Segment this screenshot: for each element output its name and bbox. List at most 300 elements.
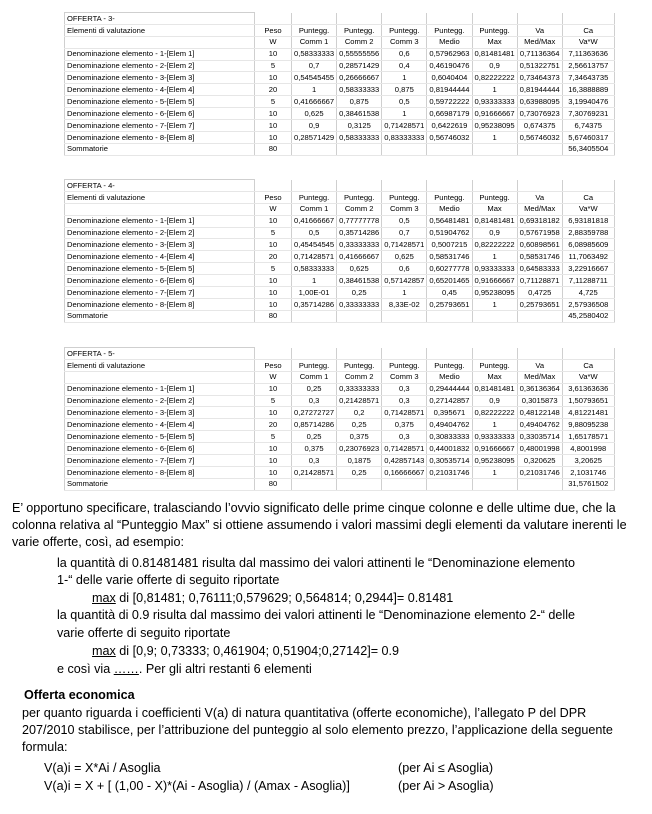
table-header-row	[65, 191, 615, 203]
value-cell: 0,6422619	[427, 120, 472, 132]
value-cell: Va*W	[562, 203, 614, 215]
value-cell	[472, 13, 517, 25]
table-total-row	[65, 478, 615, 490]
row-label-cell: Denominazione elemento - 7-[Elem 7]	[65, 287, 255, 299]
value-cell: 0,9	[472, 60, 517, 72]
value-cell: 0,55555556	[337, 48, 382, 60]
value-cell: 0,5	[382, 96, 427, 108]
row-label-cell: Denominazione elemento - 6-[Elem 6]	[65, 275, 255, 287]
table-row	[65, 60, 615, 72]
value-cell: 0,71428571	[382, 443, 427, 455]
value-cell: Puntegg.	[337, 359, 382, 371]
value-cell	[517, 478, 562, 490]
value-cell: 0,95238095	[472, 455, 517, 467]
value-cell: 2,57936508	[562, 298, 614, 310]
value-cell	[337, 13, 382, 25]
value-cell: 5	[255, 395, 292, 407]
value-cell: 1	[382, 72, 427, 84]
value-cell: 5	[255, 60, 292, 72]
value-cell: 0,6040404	[427, 72, 472, 84]
value-cell: Puntegg.	[472, 191, 517, 203]
value-cell	[427, 478, 472, 490]
value-cell: 80	[255, 310, 292, 322]
value-cell: 6,08985609	[562, 239, 614, 251]
value-cell: 0,33035714	[517, 431, 562, 443]
value-cell: Ca	[562, 359, 614, 371]
value-cell: 0,25	[337, 419, 382, 431]
value-cell: Max	[472, 36, 517, 48]
table-row	[65, 215, 615, 227]
value-cell: Peso	[255, 24, 292, 36]
value-cell	[427, 180, 472, 192]
row-label-cell: Denominazione elemento - 5-[Elem 5]	[65, 431, 255, 443]
table-row	[65, 239, 615, 251]
value-cell: 0,27272727	[292, 407, 337, 419]
example-1-max	[92, 590, 453, 607]
value-cell: Comm 2	[337, 36, 382, 48]
value-cell: Va	[517, 191, 562, 203]
value-cell: Puntegg.	[382, 191, 427, 203]
value-cell: 56,3405504	[562, 143, 614, 155]
value-cell: Puntegg.	[337, 24, 382, 36]
value-cell: 0,35714286	[337, 227, 382, 239]
value-cell	[517, 310, 562, 322]
value-cell: W	[255, 36, 292, 48]
value-cell: 5	[255, 431, 292, 443]
value-cell	[517, 13, 562, 25]
value-cell: 2,1031746	[562, 466, 614, 478]
value-cell: 0,21428571	[292, 466, 337, 478]
value-cell: 0,60898561	[517, 239, 562, 251]
value-cell: 0,28571429	[292, 131, 337, 143]
value-cell: 16,3888889	[562, 84, 614, 96]
value-cell	[517, 348, 562, 360]
value-cell: 4,81221481	[562, 407, 614, 419]
value-cell: Puntegg.	[382, 24, 427, 36]
value-cell: 0,1875	[337, 455, 382, 467]
table-row	[65, 263, 615, 275]
row-label-cell: Denominazione elemento - 4-[Elem 4]	[65, 419, 255, 431]
row-label-cell: Denominazione elemento - 2-[Elem 2]	[65, 395, 255, 407]
value-cell: 0,93333333	[472, 96, 517, 108]
value-cell: 8,33E-02	[382, 298, 427, 310]
table-total-row	[65, 310, 615, 322]
value-cell: 0,33333333	[337, 239, 382, 251]
value-cell	[517, 180, 562, 192]
value-cell: 10	[255, 120, 292, 132]
value-cell: Puntegg.	[427, 359, 472, 371]
value-cell: 0,7	[292, 60, 337, 72]
row-label-cell: Denominazione elemento - 2-[Elem 2]	[65, 227, 255, 239]
value-cell: 7,34643735	[562, 72, 614, 84]
value-cell: 0,83333333	[382, 131, 427, 143]
value-cell: 0,674375	[517, 120, 562, 132]
row-label-cell	[65, 203, 255, 215]
value-cell: 4,725	[562, 287, 614, 299]
value-cell	[517, 143, 562, 155]
row-label-cell: Denominazione elemento - 6-[Elem 6]	[65, 443, 255, 455]
value-cell: 0,625	[292, 108, 337, 120]
table-row	[65, 120, 615, 132]
value-cell	[382, 13, 427, 25]
value-cell: W	[255, 371, 292, 383]
value-cell: Va*W	[562, 36, 614, 48]
value-cell: 0,93333333	[472, 263, 517, 275]
value-cell: 0,82222222	[472, 72, 517, 84]
table-subheader-row	[65, 36, 615, 48]
value-cell	[472, 348, 517, 360]
table-header-row	[65, 359, 615, 371]
formula-2: V(a)i = X + [ (1,00 - X)*(Ai - Asoglia) / (Amax - Asoglia)]	[44, 779, 350, 793]
row-label-cell: Denominazione elemento - 1-[Elem 1]	[65, 383, 255, 395]
value-cell	[382, 180, 427, 192]
value-cell	[337, 310, 382, 322]
row-label-cell: Denominazione elemento - 7-[Elem 7]	[65, 120, 255, 132]
value-cell: 0,16666667	[382, 466, 427, 478]
value-cell: Comm 3	[382, 203, 427, 215]
value-cell: 0,69318182	[517, 215, 562, 227]
value-cell: 20	[255, 251, 292, 263]
value-cell: 0,875	[382, 84, 427, 96]
value-cell: 0,23076923	[337, 443, 382, 455]
value-cell: 10	[255, 72, 292, 84]
value-cell: 4,8001998	[562, 443, 614, 455]
value-cell: 0,30833333	[427, 431, 472, 443]
value-cell: 0,71428571	[292, 251, 337, 263]
value-cell: 1	[472, 131, 517, 143]
value-cell: 0,91666667	[472, 275, 517, 287]
table-row	[65, 251, 615, 263]
row-label-cell: OFFERTA - 4-	[65, 180, 255, 192]
value-cell: 0,38461538	[337, 275, 382, 287]
value-cell: 0,46190476	[427, 60, 472, 72]
value-cell: Comm 1	[292, 203, 337, 215]
value-cell: 0,49404762	[427, 419, 472, 431]
value-cell: 0,71128871	[517, 275, 562, 287]
value-cell	[382, 143, 427, 155]
value-cell: 1	[382, 108, 427, 120]
value-cell: 0,25	[292, 383, 337, 395]
value-cell: 7,30769231	[562, 108, 614, 120]
row-label-cell: Denominazione elemento - 3-[Elem 3]	[65, 407, 255, 419]
value-cell: 9,88095238	[562, 419, 614, 431]
value-cell: Puntegg.	[427, 191, 472, 203]
table-row	[65, 131, 615, 143]
value-cell: 0,3	[292, 395, 337, 407]
value-cell: 0,51322751	[517, 60, 562, 72]
value-cell: 0,58333333	[292, 263, 337, 275]
value-cell: Puntegg.	[292, 191, 337, 203]
value-cell: 0,7	[382, 227, 427, 239]
row-label-cell: Denominazione elemento - 3-[Elem 3]	[65, 239, 255, 251]
value-cell: 1	[382, 287, 427, 299]
formula-2-condition: (per Ai > Asoglia)	[398, 779, 494, 793]
value-cell	[427, 13, 472, 25]
value-cell: Comm 3	[382, 36, 427, 48]
formula-1: V(a)i = X*Ai / Asoglia	[44, 761, 161, 775]
value-cell: 0,41666667	[292, 96, 337, 108]
value-cell: Med/Max	[517, 36, 562, 48]
value-cell: 0,625	[337, 263, 382, 275]
value-cell	[292, 348, 337, 360]
value-cell: 2,56613757	[562, 60, 614, 72]
value-cell: 0,30535714	[427, 455, 472, 467]
value-cell: Medio	[427, 371, 472, 383]
value-cell: 0,25	[292, 431, 337, 443]
etc-prefix: e così via	[57, 662, 114, 676]
value-cell: 0,29444444	[427, 383, 472, 395]
value-cell: 0,3	[382, 383, 427, 395]
value-cell: 0,60277778	[427, 263, 472, 275]
value-cell: 0,5	[382, 215, 427, 227]
value-cell: 10	[255, 455, 292, 467]
row-label-cell: Denominazione elemento - 7-[Elem 7]	[65, 455, 255, 467]
value-cell	[427, 348, 472, 360]
value-cell	[292, 180, 337, 192]
value-cell: 0,28571429	[337, 60, 382, 72]
row-label-cell: Denominazione elemento - 4-[Elem 4]	[65, 251, 255, 263]
value-cell: 0,5007215	[427, 239, 472, 251]
table-row	[65, 455, 615, 467]
value-cell: 0,27142857	[427, 395, 472, 407]
value-cell	[562, 13, 614, 25]
value-cell: 10	[255, 48, 292, 60]
value-cell: 0,81481481	[472, 48, 517, 60]
table-title-row	[65, 180, 615, 192]
example-1-line-a: la quantità di 0.81481481 risulta dal massimo dei valori attinenti le “Denominazione elemento	[57, 556, 576, 570]
value-cell: 7,11288711	[562, 275, 614, 287]
value-cell: 0,81481481	[472, 383, 517, 395]
value-cell: 0,625	[382, 251, 427, 263]
row-label-cell: Sommatorie	[65, 310, 255, 322]
table-subheader-row	[65, 371, 615, 383]
value-cell: 1,65178571	[562, 431, 614, 443]
value-cell: 0,36136364	[517, 383, 562, 395]
example-3-line	[57, 661, 312, 678]
table-row	[65, 108, 615, 120]
value-cell: Medio	[427, 36, 472, 48]
max-values: di [0,81481; 0,76111;0,579629; 0,564814; 0,2944]= 0.81481	[115, 591, 454, 605]
table-row	[65, 227, 615, 239]
example-2-line-a: la quantità di 0.9 risulta dal massimo dei valori attinenti le “Denominazione elemento 2-“ delle	[57, 608, 576, 622]
table-subheader-row	[65, 203, 615, 215]
value-cell	[255, 180, 292, 192]
table-row	[65, 72, 615, 84]
example-2-max	[92, 643, 399, 660]
value-cell: 6,93181818	[562, 215, 614, 227]
row-label-cell: OFFERTA - 5-	[65, 348, 255, 360]
value-cell	[337, 478, 382, 490]
value-cell: 0,65201465	[427, 275, 472, 287]
value-cell	[382, 348, 427, 360]
value-cell: 0,3	[292, 455, 337, 467]
value-cell: 0,58531746	[517, 251, 562, 263]
offerta-3-table	[64, 12, 615, 156]
value-cell: 0,35714286	[292, 298, 337, 310]
value-cell: 0,2	[337, 407, 382, 419]
value-cell: 0,41666667	[337, 251, 382, 263]
value-cell: 0,44001832	[427, 443, 472, 455]
row-label-cell	[65, 371, 255, 383]
value-cell: 1	[292, 84, 337, 96]
value-cell: 0,21031746	[427, 466, 472, 478]
value-cell: 1	[472, 84, 517, 96]
table-title-row	[65, 348, 615, 360]
value-cell: 0,6	[382, 263, 427, 275]
value-cell	[562, 348, 614, 360]
value-cell: 0,85714286	[292, 419, 337, 431]
value-cell: 0,59722222	[427, 96, 472, 108]
table-row	[65, 383, 615, 395]
row-label-cell: Denominazione elemento - 1-[Elem 1]	[65, 48, 255, 60]
value-cell: 1	[472, 251, 517, 263]
value-cell: 0,4	[382, 60, 427, 72]
value-cell: Max	[472, 371, 517, 383]
value-cell: Ca	[562, 24, 614, 36]
value-cell	[337, 143, 382, 155]
section-title: Offerta economica	[24, 688, 135, 702]
value-cell: 0,71136364	[517, 48, 562, 60]
value-cell: 0,82222222	[472, 407, 517, 419]
value-cell: 0,58333333	[292, 48, 337, 60]
value-cell: 0,375	[337, 431, 382, 443]
value-cell: Puntegg.	[472, 359, 517, 371]
value-cell: 0,875	[337, 96, 382, 108]
value-cell: 80	[255, 478, 292, 490]
row-label-cell: Denominazione elemento - 1-[Elem 1]	[65, 215, 255, 227]
max-values: di [0,9; 0,73333; 0,461904; 0,51904;0,27142]= 0.9	[115, 644, 400, 658]
value-cell: 0,73076923	[517, 108, 562, 120]
value-cell: 0,375	[382, 419, 427, 431]
value-cell: 10	[255, 443, 292, 455]
value-cell: 0,63988095	[517, 96, 562, 108]
value-cell	[255, 348, 292, 360]
value-cell: Va	[517, 24, 562, 36]
value-cell: 10	[255, 131, 292, 143]
value-cell: 10	[255, 407, 292, 419]
value-cell: Ca	[562, 191, 614, 203]
value-cell: 0,395671	[427, 407, 472, 419]
row-label-cell: Denominazione elemento - 8-[Elem 8]	[65, 131, 255, 143]
value-cell: 80	[255, 143, 292, 155]
value-cell: 0,91666667	[472, 443, 517, 455]
value-cell: 0,95238095	[472, 287, 517, 299]
value-cell: 0,45454545	[292, 239, 337, 251]
value-cell: 0,38461538	[337, 108, 382, 120]
value-cell	[337, 348, 382, 360]
value-cell: 10	[255, 275, 292, 287]
value-cell: 3,19940476	[562, 96, 614, 108]
value-cell: 0,21428571	[337, 395, 382, 407]
offerta-5-table	[64, 347, 615, 491]
row-label-cell	[65, 36, 255, 48]
row-label-cell: Denominazione elemento - 5-[Elem 5]	[65, 96, 255, 108]
value-cell: 5	[255, 227, 292, 239]
value-cell: 0,33333333	[337, 298, 382, 310]
max-word: max	[92, 591, 116, 605]
row-label-cell: Denominazione elemento - 2-[Elem 2]	[65, 60, 255, 72]
value-cell: 0,93333333	[472, 431, 517, 443]
value-cell: 0,3	[382, 431, 427, 443]
row-label-cell: Sommatorie	[65, 478, 255, 490]
example-1-line-b: 1-“ delle varie offerte di seguito riportate	[57, 573, 280, 587]
value-cell: 0,375	[292, 443, 337, 455]
value-cell	[382, 478, 427, 490]
value-cell: 0,57962963	[427, 48, 472, 60]
value-cell: 0,56481481	[427, 215, 472, 227]
value-cell: Peso	[255, 191, 292, 203]
value-cell: Puntegg.	[427, 24, 472, 36]
value-cell: Puntegg.	[292, 359, 337, 371]
explanation-paragraph: E’ opportuno specificare, tralasciando l’ovvio significato delle prime cinque colonne e delle ultime due, che la colonna relativa al “Punteggio Max” si ottiene assumendo i valori massimi degli elementi da valutare inerenti le varie offerte, così, ad esempio:	[12, 501, 627, 549]
value-cell: 1	[472, 466, 517, 478]
value-cell: 10	[255, 215, 292, 227]
value-cell: 11,7063492	[562, 251, 614, 263]
value-cell	[337, 180, 382, 192]
value-cell: 1	[472, 419, 517, 431]
value-cell: 10	[255, 466, 292, 478]
value-cell: 0,3	[382, 395, 427, 407]
value-cell: Va	[517, 359, 562, 371]
value-cell: 10	[255, 239, 292, 251]
value-cell: 6,74375	[562, 120, 614, 132]
table-row	[65, 287, 615, 299]
value-cell: 10	[255, 383, 292, 395]
row-label-cell: Denominazione elemento - 8-[Elem 8]	[65, 466, 255, 478]
etc-dots: ……	[113, 662, 139, 676]
row-label-cell: Denominazione elemento - 4-[Elem 4]	[65, 84, 255, 96]
value-cell	[292, 13, 337, 25]
value-cell: 0,21031746	[517, 466, 562, 478]
formula-1-condition: (per Ai ≤ Asoglia)	[398, 761, 494, 775]
value-cell: 0,45	[427, 287, 472, 299]
value-cell	[472, 143, 517, 155]
value-cell: Puntegg.	[472, 24, 517, 36]
value-cell: 3,61363636	[562, 383, 614, 395]
value-cell: 0,58531746	[427, 251, 472, 263]
value-cell: 31,5761502	[562, 478, 614, 490]
value-cell: Med/Max	[517, 371, 562, 383]
row-label-cell: Elementi di valutazione	[65, 24, 255, 36]
value-cell	[427, 310, 472, 322]
table-row	[65, 298, 615, 310]
row-label-cell: Denominazione elemento - 8-[Elem 8]	[65, 298, 255, 310]
value-cell: 5	[255, 263, 292, 275]
value-cell: 0,57142857	[382, 275, 427, 287]
value-cell: Puntegg.	[382, 359, 427, 371]
value-cell: Med/Max	[517, 203, 562, 215]
value-cell: 0,6	[382, 48, 427, 60]
value-cell: 0,58333333	[337, 84, 382, 96]
value-cell: 1,50793651	[562, 395, 614, 407]
row-label-cell: Elementi di valutazione	[65, 359, 255, 371]
value-cell: Medio	[427, 203, 472, 215]
value-cell: 3,22916667	[562, 263, 614, 275]
value-cell: 0,56746032	[427, 131, 472, 143]
row-label-cell: Denominazione elemento - 5-[Elem 5]	[65, 263, 255, 275]
value-cell: 0,320625	[517, 455, 562, 467]
value-cell: 0,25	[337, 466, 382, 478]
value-cell: Puntegg.	[292, 24, 337, 36]
table-row	[65, 84, 615, 96]
value-cell: 0,57671958	[517, 227, 562, 239]
table-title-row	[65, 13, 615, 25]
value-cell: Puntegg.	[337, 191, 382, 203]
economic-paragraph: per quanto riguarda i coefficienti V(a) di natura quantitativa (offerte economiche), l’allegato P del DPR 207/2010 stabilisce, per l’attribuzione del punteggio al solo elemento prezzo, l’applicazione della seguente formula:	[22, 706, 613, 754]
value-cell: 20	[255, 84, 292, 96]
value-cell: 0,33333333	[337, 383, 382, 395]
table-row	[65, 275, 615, 287]
